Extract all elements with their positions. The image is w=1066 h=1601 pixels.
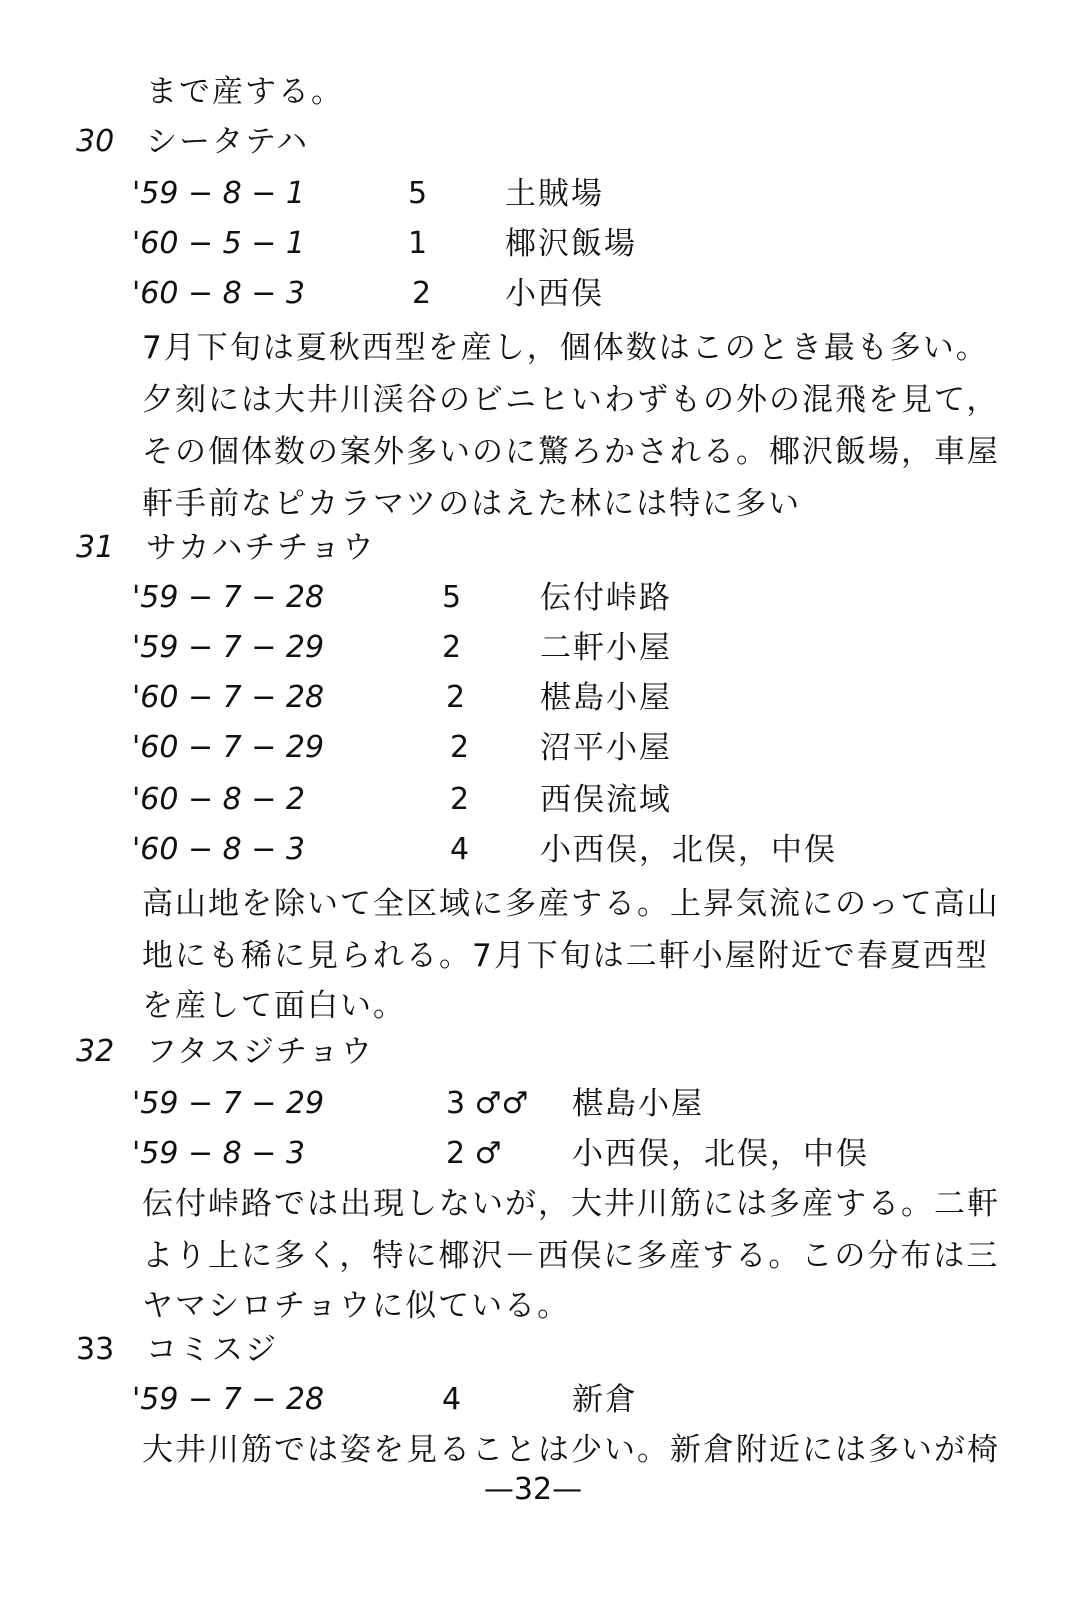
- page-number: —32—: [483, 1472, 583, 1507]
- record-place: 土賊場: [505, 176, 604, 212]
- record-count: 2: [446, 680, 466, 715]
- note-line: 高山地を除いて全区域に多産する。上昇気流にのって高山: [142, 886, 1000, 922]
- record-count: 2: [450, 730, 470, 765]
- species-name: シータテハ: [146, 124, 310, 160]
- species-name: サカハチチョウ: [146, 530, 376, 566]
- record-place: 椰沢飯場: [505, 226, 637, 262]
- record-count: 2: [450, 782, 470, 817]
- species-name: フタスジチョウ: [146, 1034, 374, 1070]
- record-date: '60 − 8 − 3: [132, 832, 306, 867]
- record-place: 椹島小屋: [540, 680, 672, 716]
- note-line: を産して面白い。: [142, 988, 406, 1024]
- record-date: '59 − 8 − 1: [132, 176, 306, 211]
- record-date: '60 − 5 − 1: [132, 226, 306, 261]
- lead-line: まで産する。: [146, 74, 344, 110]
- record-place: 小西俣，北俣，中俣: [572, 1136, 869, 1172]
- record-date: '59 − 7 − 29: [132, 1086, 325, 1121]
- record-place: 小西俣，北俣，中俣: [540, 832, 837, 868]
- note-line: その個体数の案外多いのに驚ろかされる。椰沢飯場，車屋: [142, 434, 1000, 470]
- record-count: 5: [408, 176, 428, 211]
- record-place: 伝付峠路: [540, 580, 672, 616]
- note-line: 伝付峠路では出現しないが，大井川筋には多産する。二軒: [142, 1186, 1000, 1222]
- note-line: 大井川筋では姿を見ることは少い。新倉附近には多いが椅: [142, 1432, 1000, 1468]
- note-line: 地にも稀に見られる。7月下旬は二軒小屋附近で春夏西型: [142, 938, 989, 974]
- record-date: '60 − 8 − 3: [132, 276, 306, 311]
- note-line: ヤマシロチョウに似ている。: [142, 1288, 571, 1324]
- note-line: 軒手前なピカラマツのはえた林には特に多い: [142, 486, 802, 522]
- note-line: 7月下旬は夏秋西型を産し，個体数はこのとき最も多い。: [142, 330, 989, 366]
- species-number: 31: [76, 530, 115, 565]
- note-line: 夕刻には大井川渓谷のビニヒいわずもの外の混飛を見て，: [142, 382, 1000, 418]
- record-count: 2: [412, 276, 432, 311]
- record-count: 1: [408, 226, 428, 261]
- species-number: 30: [76, 124, 115, 159]
- record-count: 2: [442, 630, 462, 665]
- record-count: 3 ♂♂: [446, 1086, 529, 1121]
- record-count: 4: [450, 832, 470, 867]
- record-place: 新倉: [572, 1382, 638, 1418]
- record-place: 二軒小屋: [540, 630, 672, 666]
- record-date: '59 − 7 − 28: [132, 580, 325, 615]
- record-place: 沼平小屋: [540, 730, 672, 766]
- record-date: '59 − 7 − 29: [132, 630, 325, 665]
- species-number: 33: [76, 1332, 115, 1367]
- record-date: '60 − 8 − 2: [132, 782, 306, 817]
- record-count: 5: [442, 580, 462, 615]
- note-line: より上に多く，特に椰沢－西俣に多産する。この分布は三: [142, 1238, 1000, 1274]
- record-date: '59 − 8 − 3: [132, 1136, 306, 1171]
- species-name: コミスジ: [146, 1332, 278, 1368]
- species-number: 32: [76, 1034, 115, 1069]
- record-count: 4: [442, 1382, 462, 1417]
- record-date: '59 − 7 − 28: [132, 1382, 325, 1417]
- record-place: 椹島小屋: [572, 1086, 704, 1122]
- record-place: 西俣流域: [540, 782, 672, 818]
- record-place: 小西俣: [505, 276, 604, 312]
- record-date: '60 − 7 − 28: [132, 680, 325, 715]
- record-date: '60 − 7 − 29: [132, 730, 325, 765]
- record-count: 2 ♂: [446, 1136, 502, 1171]
